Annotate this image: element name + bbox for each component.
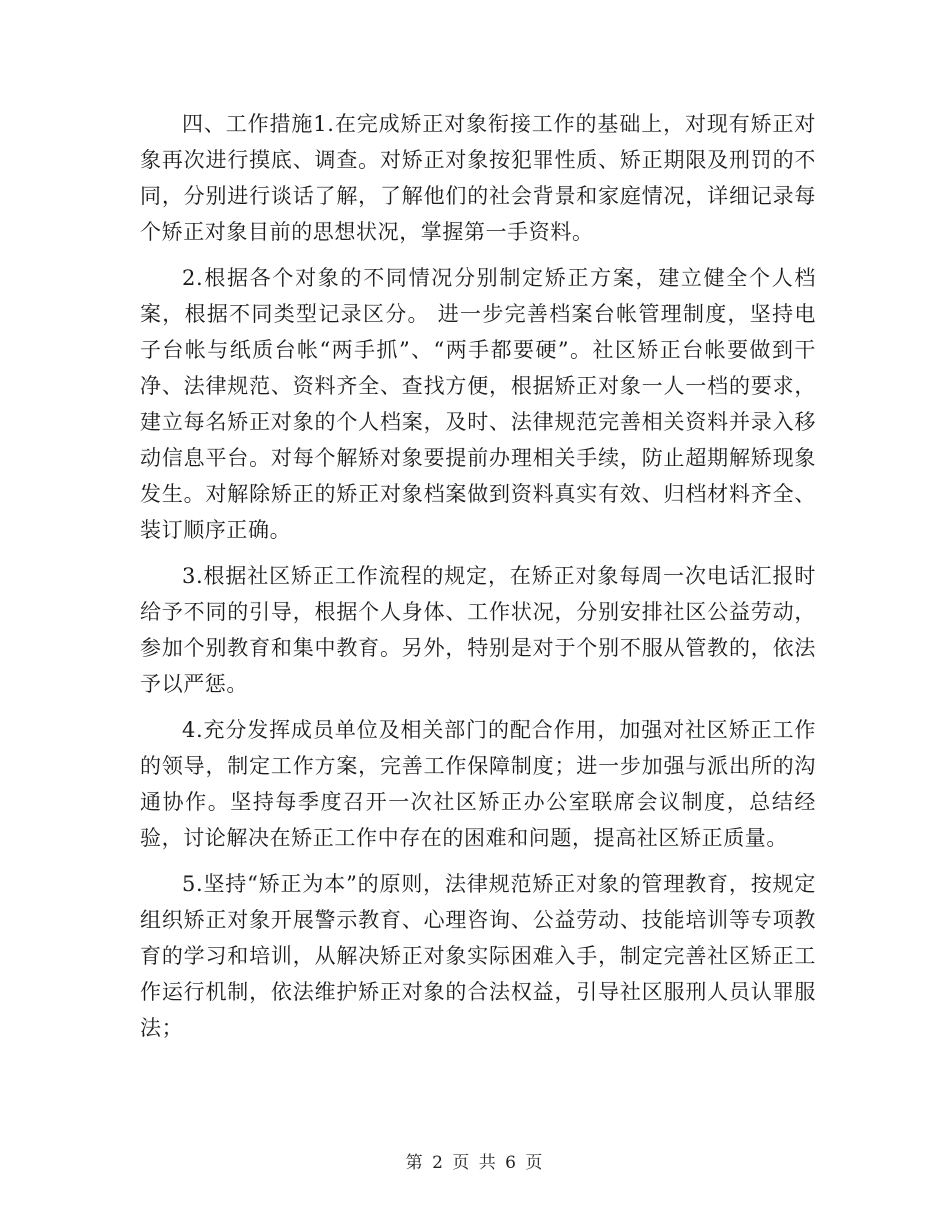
- paragraph-work-measures-5: 5.坚持“矫正为本”的原则，法律规范矫正对象的管理教育，按规定组织矫正对象开展警示教育、心理咨询、公益劳动、技能培训等专项教育的学习和培训，从解决矫正对象实际困难入手，制定完善社区矫正工作运行机制，依法维护矫正对象的合法权益，引导社区服刑人员认罪服法；: [140, 872, 816, 1040]
- document-body: [140, 106, 816, 1056]
- paragraph-work-measures-3: 3.根据社区矫正工作流程的规定，在矫正对象每周一次电话汇报时给予不同的引导，根据个人身体、工作状况，分别安排社区公益劳动，参加个别教育和集中教育。另外，特别是对于个别不服从管教的，依法予以严惩。: [140, 564, 816, 696]
- paragraph-work-measures-2: 2.根据各个对象的不同情况分别制定矫正方案，建立健全个人档案，根据不同类型记录区分。 进一步完善档案台帐管理制度，坚持电子台帐与纸质台帐“两手抓”、“两手都要硬”。社区矫正台帐要做到干净、法律规范、资料齐全、查找方便，根据矫正对象一人一档的要求，建立每名矫正对象的个人档案，及时、法律规范完善相关资料并录入移动信息平台。对每个解矫对象要提前办理相关手续，防止超期解矫现象发生。对解除矫正的矫正对象档案做到资料真实有效、归档材料齐全、装订顺序正确。: [140, 266, 816, 542]
- paragraph-work-measures-1: 四、工作措施1.在完成矫正对象衔接工作的基础上，对现有矫正对象再次进行摸底、调查。对矫正对象按犯罪性质、矫正期限及刑罚的不同，分别进行谈话了解，了解他们的社会背景和家庭情况，详细记录每个矫正对象目前的思想状况，掌握第一手资料。: [140, 112, 816, 244]
- page-number-footer: 第 2 页 共 6 页: [405, 1153, 545, 1173]
- paragraph-work-measures-4: 4.充分发挥成员单位及相关部门的配合作用，加强对社区矫正工作的领导，制定工作方案，完善工作保障制度；进一步加强与派出所的沟通协作。坚持每季度召开一次社区矫正办公室联席会议制度，总结经验，讨论解决在矫正工作中存在的困难和问题，提高社区矫正质量。: [140, 718, 816, 850]
